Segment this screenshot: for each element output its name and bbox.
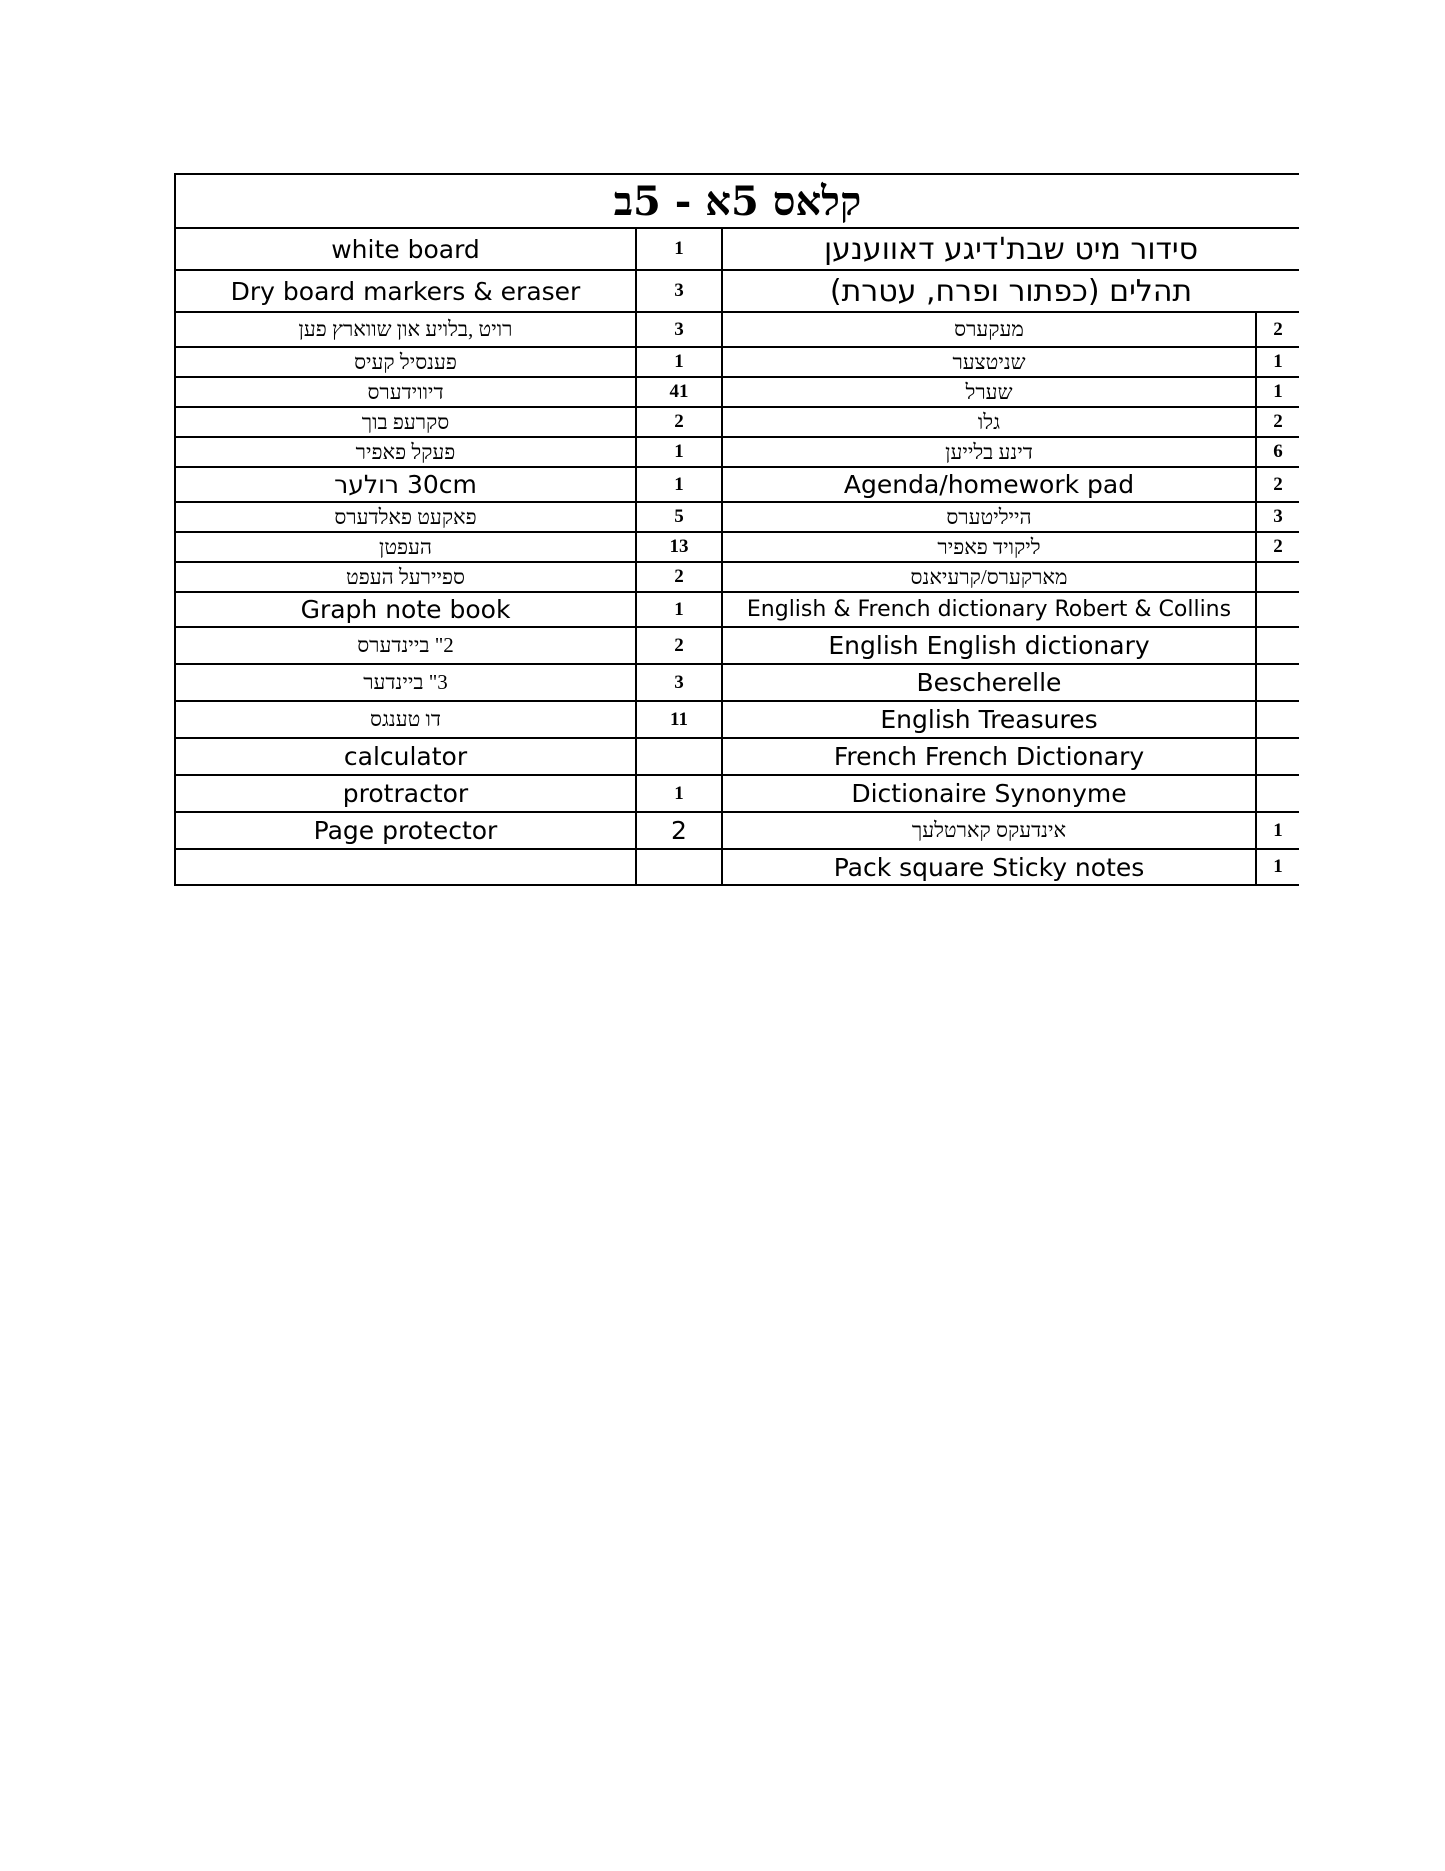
right-item: תהלים (כפתור ופרח, עטרת) (722, 270, 1299, 312)
left-item: פענסיל קעיס (175, 347, 636, 377)
supply-list-table (174, 173, 1299, 886)
right-item: מארקערס/קרעיאנס (722, 562, 1256, 592)
right-quantity: 1 (1256, 849, 1299, 885)
right-item: English & French dictionary Robert & Collins (722, 592, 1256, 627)
table-row (175, 812, 1299, 849)
left-item: Page protector (175, 812, 636, 849)
table-row (175, 849, 1299, 885)
right-item: סידור מיט שבת'דיגע דאווענען (722, 228, 1299, 270)
table-row (175, 437, 1299, 467)
left-item: Graph note book (175, 592, 636, 627)
right-item: Dictionaire Synonyme (722, 775, 1256, 812)
left-quantity: 2 (636, 812, 722, 849)
class-title: קלאס 5א - 5ב (175, 174, 1299, 228)
table-row (175, 775, 1299, 812)
right-quantity: 2 (1256, 532, 1299, 562)
right-quantity (1256, 738, 1299, 775)
table-row (175, 592, 1299, 627)
left-item: העפטן (175, 532, 636, 562)
right-item: ליקויד פאפיר (722, 532, 1256, 562)
left-item: calculator (175, 738, 636, 775)
table-row (175, 270, 1299, 312)
table-row (175, 347, 1299, 377)
right-quantity: 2 (1256, 312, 1299, 347)
left-quantity: 1 (636, 228, 722, 270)
table-row (175, 377, 1299, 407)
right-quantity (1256, 664, 1299, 701)
left-quantity (636, 849, 722, 885)
right-quantity: 3 (1256, 502, 1299, 532)
left-item: white board (175, 228, 636, 270)
title-row (175, 174, 1299, 228)
left-item: Dry board markers & eraser (175, 270, 636, 312)
right-quantity (1256, 592, 1299, 627)
right-item: Agenda/homework pad (722, 467, 1256, 502)
right-item: English Treasures (722, 701, 1256, 738)
table-row (175, 502, 1299, 532)
left-item: דיווידערס (175, 377, 636, 407)
left-item: 3" ביינדער (175, 664, 636, 701)
right-quantity: 6 (1256, 437, 1299, 467)
left-quantity: 11 (636, 701, 722, 738)
table-row (175, 467, 1299, 502)
left-item: פעקל פאפיר (175, 437, 636, 467)
table-row (175, 407, 1299, 437)
table-row (175, 532, 1299, 562)
left-quantity: 3 (636, 664, 722, 701)
right-quantity (1256, 701, 1299, 738)
left-item: protractor (175, 775, 636, 812)
right-item: שניטצער (722, 347, 1256, 377)
left-item (175, 849, 636, 885)
left-item: סקרעפ בוך (175, 407, 636, 437)
table-row (175, 664, 1299, 701)
left-quantity: 3 (636, 270, 722, 312)
left-quantity: 13 (636, 532, 722, 562)
table-row (175, 312, 1299, 347)
right-item: מעקערס (722, 312, 1256, 347)
left-item: רויט ,בלויע און שווארץ פען (175, 312, 636, 347)
table-row (175, 701, 1299, 738)
right-quantity: 1 (1256, 377, 1299, 407)
right-quantity (1256, 775, 1299, 812)
table-row (175, 627, 1299, 664)
right-item: French French Dictionary (722, 738, 1256, 775)
right-item: Pack square Sticky notes (722, 849, 1256, 885)
left-item: 2" ביינדערס (175, 627, 636, 664)
right-item: Bescherelle (722, 664, 1256, 701)
left-quantity: 1 (636, 775, 722, 812)
left-quantity: 41 (636, 377, 722, 407)
left-quantity: 3 (636, 312, 722, 347)
left-quantity: 1 (636, 347, 722, 377)
right-item: English English dictionary (722, 627, 1256, 664)
right-quantity: 2 (1256, 467, 1299, 502)
table-row (175, 562, 1299, 592)
left-quantity: 2 (636, 562, 722, 592)
left-quantity: 1 (636, 467, 722, 502)
right-quantity: 1 (1256, 347, 1299, 377)
left-quantity: 2 (636, 627, 722, 664)
left-item: דו טענגס (175, 701, 636, 738)
right-item: הייליטערס (722, 502, 1256, 532)
table-row (175, 228, 1299, 270)
left-item: 30cm רולער (175, 467, 636, 502)
left-quantity (636, 738, 722, 775)
left-quantity: 2 (636, 407, 722, 437)
table-row (175, 738, 1299, 775)
right-quantity: 1 (1256, 812, 1299, 849)
right-quantity: 2 (1256, 407, 1299, 437)
left-quantity: 5 (636, 502, 722, 532)
left-quantity: 1 (636, 592, 722, 627)
right-item: גלו (722, 407, 1256, 437)
left-item: ספיירעל העפט (175, 562, 636, 592)
left-quantity: 1 (636, 437, 722, 467)
left-item: פאקעט פאלדערס (175, 502, 636, 532)
right-item: שערל (722, 377, 1256, 407)
right-item: אינדעקס קארטלעך (722, 812, 1256, 849)
right-item: דינע בלייען (722, 437, 1256, 467)
right-quantity (1256, 627, 1299, 664)
right-quantity (1256, 562, 1299, 592)
